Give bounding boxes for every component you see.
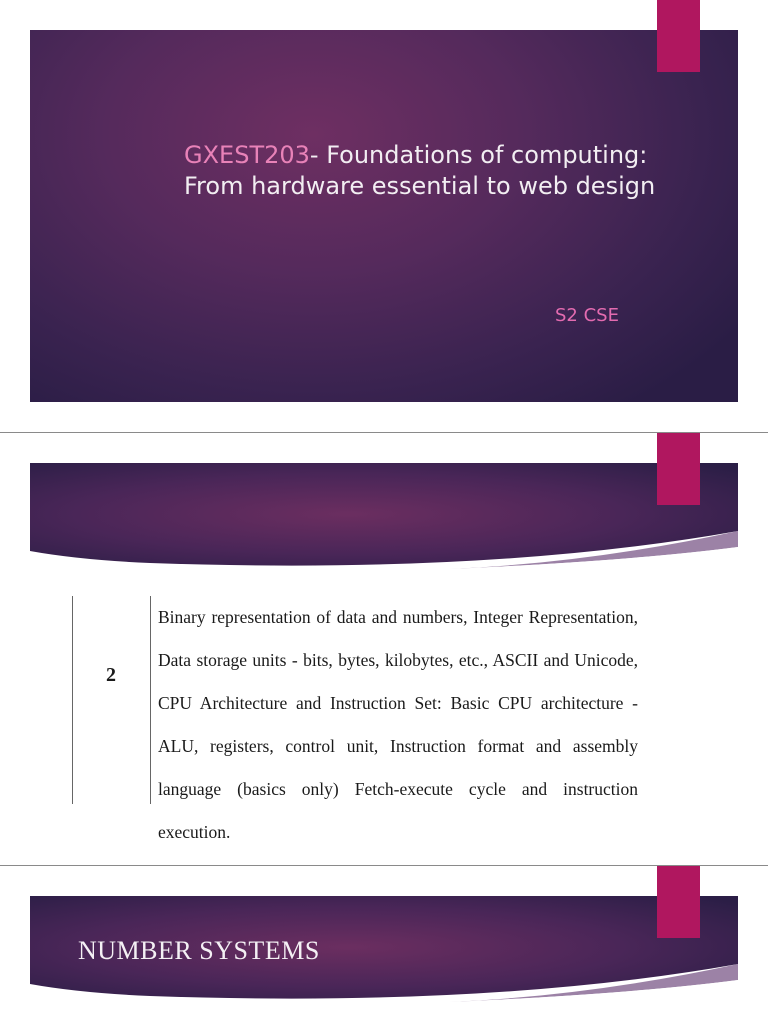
accent-bar [657,0,700,72]
module-number: 2 [106,664,116,686]
course-title: - Foundations of computing: From hardware essential to web design [184,141,656,200]
slide-title [0,0,768,432]
table-border [72,596,73,804]
table-border [150,596,151,804]
slide-banner [30,463,738,571]
slide-background [30,30,738,402]
slide-subtitle: S2 CSE [555,305,619,326]
module-content: Binary representation of data and numbers, Integer Representation, Data storage units - bits, bytes, kilobytes, etc., ASCII and Unicode, CPU Architecture and Instruction Set: Basic CPU architecture - ALU, registers, control unit, Instruction format and assembly language (basics only) Fetch-execute cycle and instruction execution. [158,607,638,842]
accent-bar [657,433,700,505]
slide-title-text [184,140,684,202]
syllabus-table [72,596,642,842]
course-code: GXEST203 [184,141,310,169]
slide-heading: NUMBER SYSTEMS [78,936,320,965]
slide-number-systems [0,866,768,1024]
slide-syllabus [0,433,768,865]
accent-bar [657,866,700,938]
